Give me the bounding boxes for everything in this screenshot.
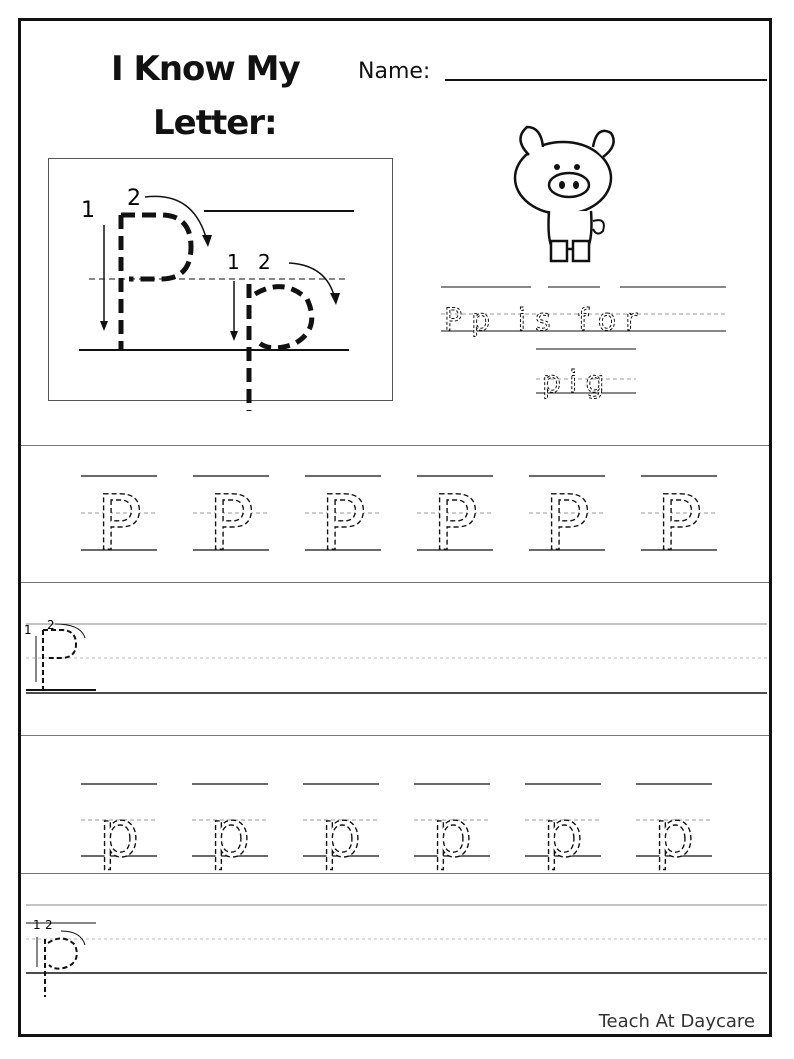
lowercase-p-bowl-trace [255, 287, 312, 348]
section-divider [21, 582, 769, 583]
upper-stroke-number-1: 1 [81, 198, 95, 223]
uppercase-p-trace [121, 215, 191, 350]
uppercase-trace-letter: P [432, 478, 478, 566]
uppercase-trace-cell[interactable] [193, 476, 269, 566]
lowercase-trace-cell[interactable] [81, 784, 157, 871]
footer-credit: Teach At Daycare [598, 1011, 755, 1032]
lowercase-trace-letter: p [98, 798, 140, 871]
uppercase-trace-cell[interactable] [529, 476, 605, 566]
uppercase-trace-cell[interactable] [305, 476, 381, 566]
lowercase-trace-row [21, 756, 769, 871]
model-letter-box [48, 158, 393, 401]
uppercase-trace-row [21, 466, 769, 566]
pig-icon [511, 121, 621, 271]
lowercase-trace-cell[interactable] [525, 784, 601, 871]
uppercase-trace-letter: P [208, 478, 254, 566]
arrow-head-icon [330, 293, 340, 305]
lowercase-trace-letter: p [320, 798, 362, 871]
sentence-line-1: Pp is for [444, 303, 647, 338]
lowercase-trace-letter: p [653, 798, 695, 871]
stroke-number-1: 1 [24, 623, 32, 637]
title-line-1: I Know My [111, 49, 300, 89]
stroke-number-2: 2 [47, 618, 55, 632]
arrow-head-icon [100, 321, 108, 331]
lowercase-trace-letter: p [542, 798, 584, 871]
uppercase-trace-letter: P [320, 478, 366, 566]
arrow-head-icon [230, 331, 238, 341]
sentence-tracing [436, 279, 736, 419]
upper-stroke-number-2: 2 [127, 186, 141, 211]
section-divider [21, 735, 769, 736]
uppercase-trace-cell[interactable] [641, 476, 717, 566]
arrow-head-icon [202, 235, 212, 247]
lowercase-writing-row[interactable] [21, 901, 769, 1001]
lowercase-trace-cell[interactable] [414, 784, 490, 871]
section-divider [21, 873, 769, 874]
lowercase-trace-cell[interactable] [192, 784, 268, 871]
uppercase-trace-cell[interactable] [417, 476, 493, 566]
uppercase-trace-cell[interactable] [81, 476, 157, 566]
lowercase-trace-letter: p [431, 798, 473, 871]
uppercase-trace-letter: P [656, 478, 702, 566]
uppercase-trace-letter: P [544, 478, 590, 566]
lowercase-trace-letter: p [209, 798, 251, 871]
lowercase-trace-cell[interactable] [303, 784, 379, 871]
name-field-line[interactable] [445, 79, 767, 81]
stroke-number-2: 2 [45, 918, 53, 932]
worksheet-page [18, 18, 772, 1037]
title-line-2: Letter: [153, 103, 277, 143]
section-divider [21, 445, 769, 446]
lower-stroke-number-2: 2 [258, 250, 271, 274]
uppercase-p-sample [43, 630, 76, 692]
name-label: Name: [358, 59, 431, 84]
uppercase-writing-row[interactable] [21, 616, 769, 701]
stroke-number-1: 1 [33, 918, 41, 932]
model-letters-svg [49, 159, 392, 400]
sentence-line-2: pig [542, 365, 613, 400]
uppercase-trace-letter: P [96, 478, 142, 566]
lowercase-p-sample-bowl [48, 938, 77, 968]
lower-stroke-number-1: 1 [227, 250, 240, 274]
lowercase-trace-cell[interactable] [636, 784, 712, 871]
